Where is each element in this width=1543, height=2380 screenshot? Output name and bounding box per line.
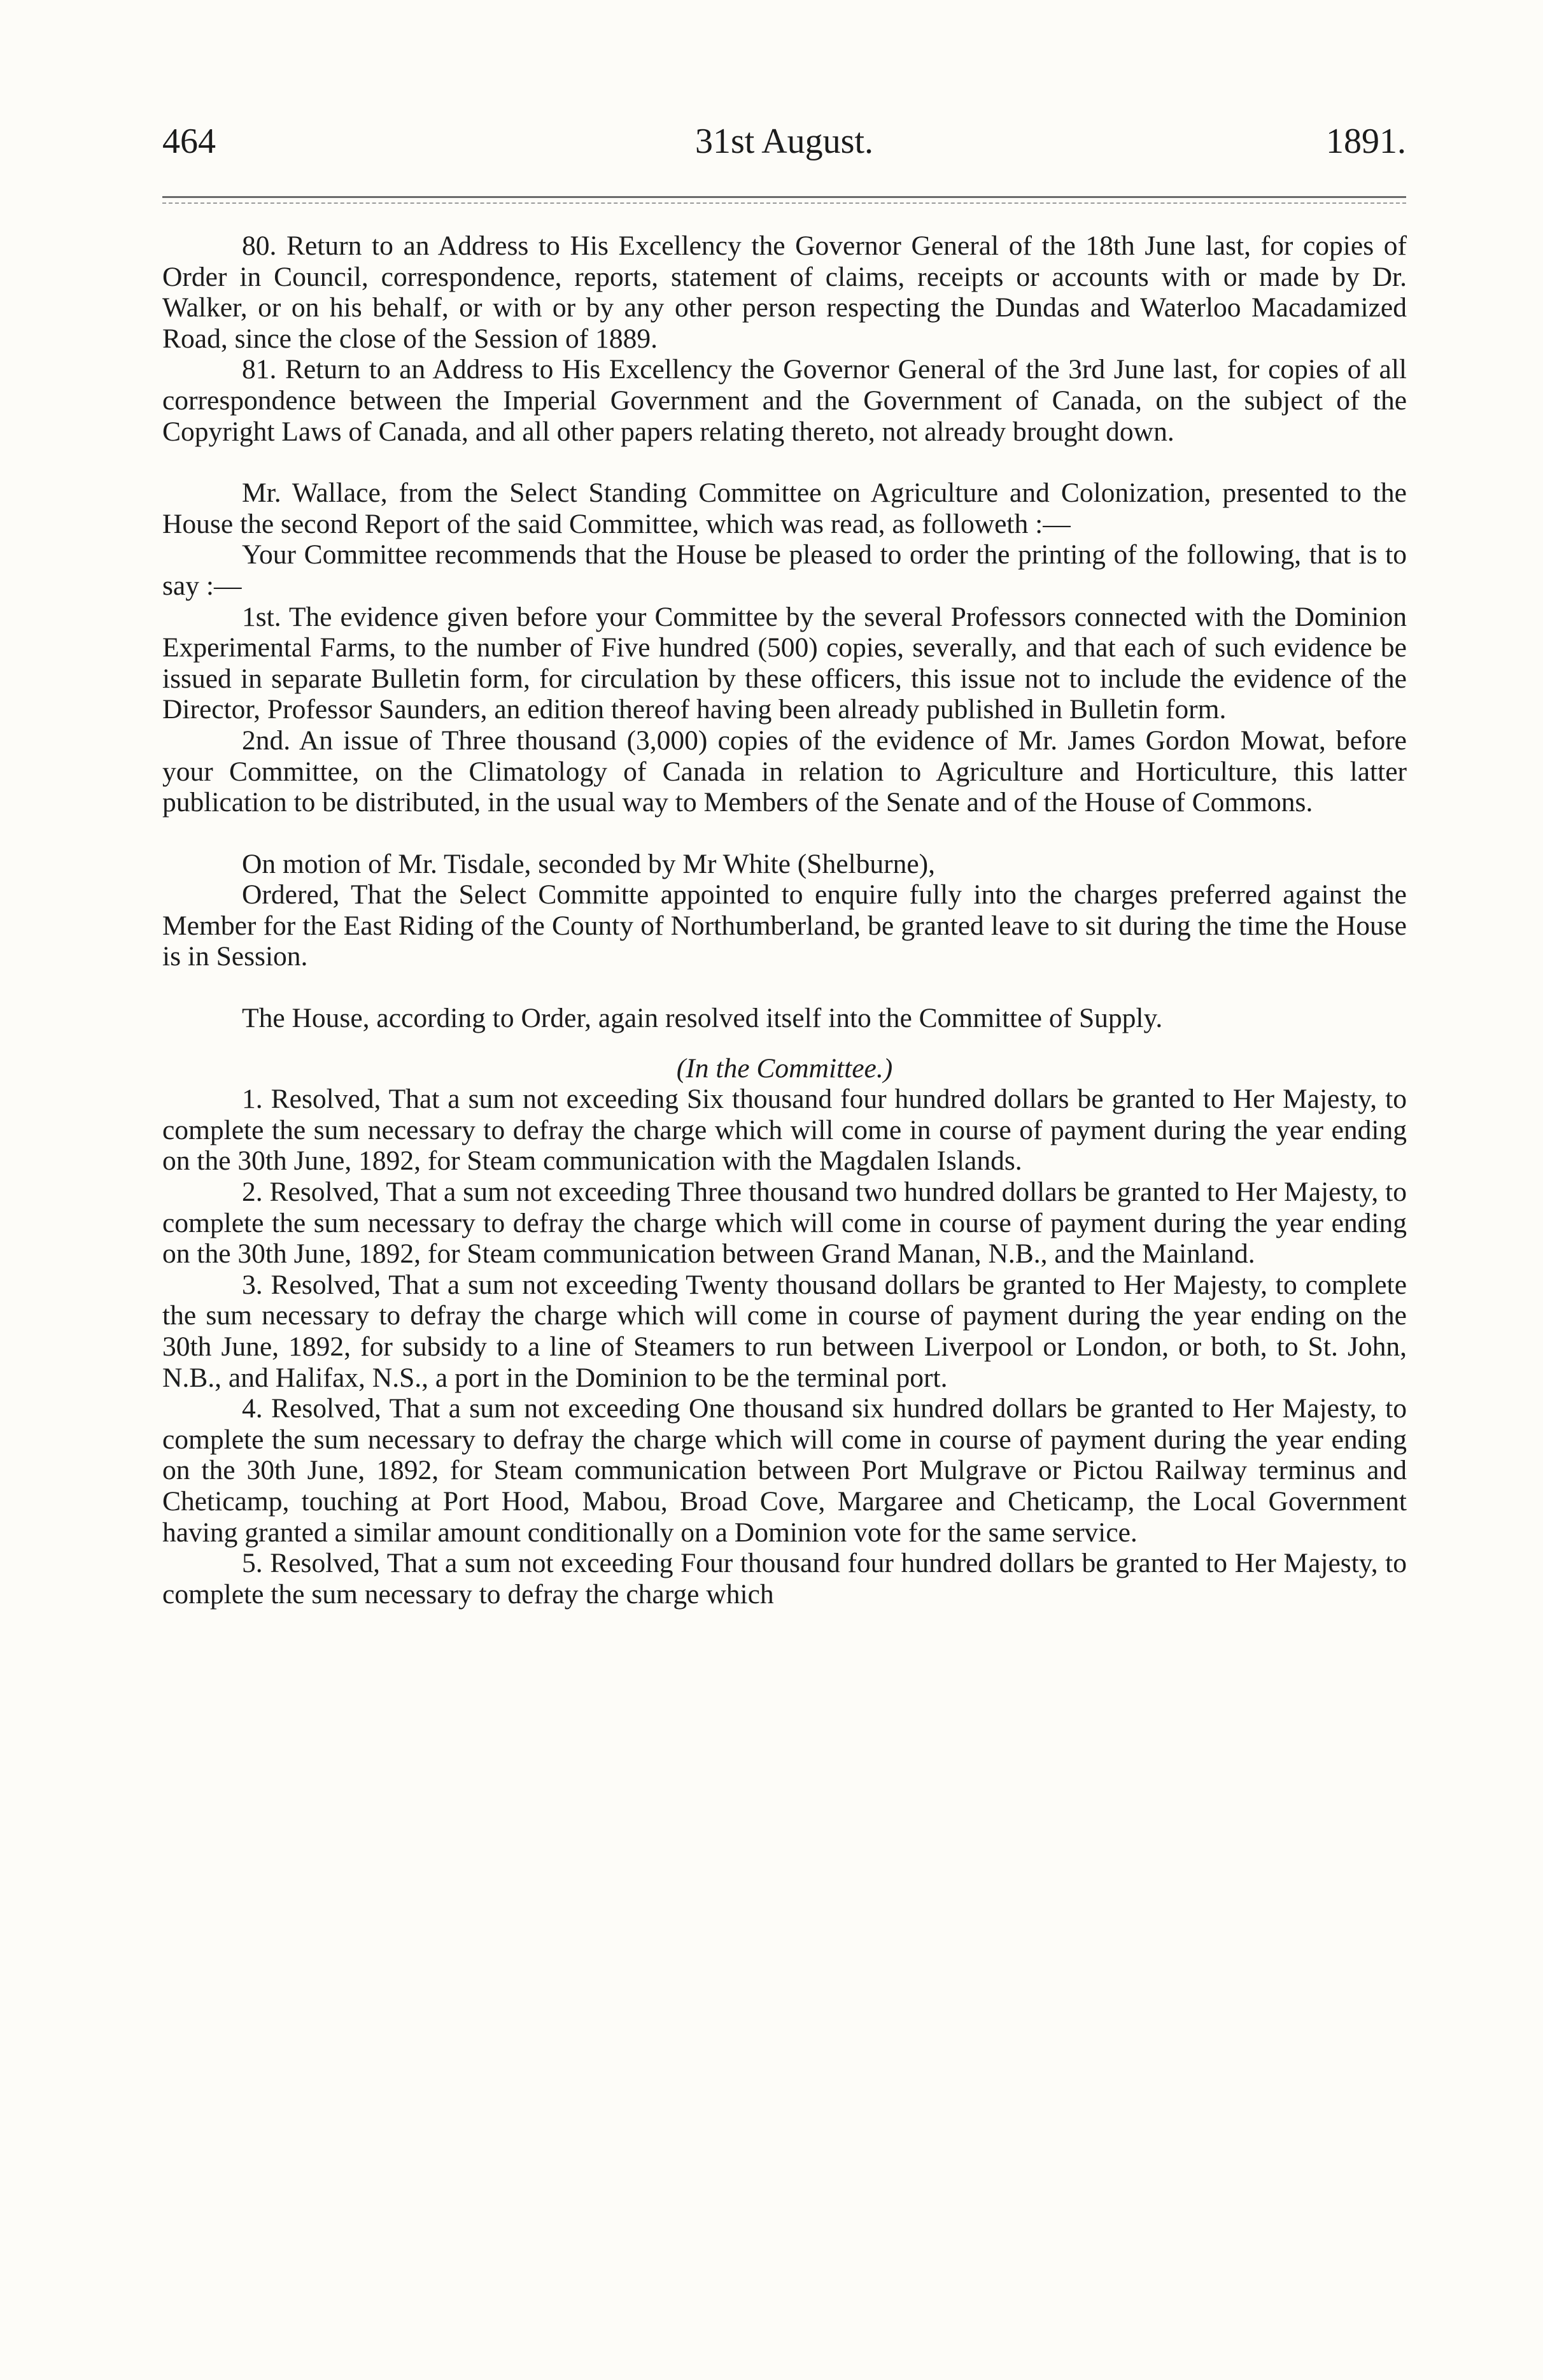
motion-intro: On motion of Mr. Tisdale, seconded by Mr White (Shelburne),: [242, 848, 936, 879]
committee-recommendation: Your Committee recommends that the House be pleased to order the printing of the following, that is to say :—: [162, 539, 1407, 601]
report-item-first: 1st. The evidence given before your Committee by the several Professors connected with the Dominion Experimental Farms, to the number of Five hundred (500) copies, severally, and that each of such evidence be issued in separate Bulletin form, for circulation by these officers, this issue not to include the evidence of the Director, Professor Saunders, an edition thereof having been already published in Bulletin form.: [162, 601, 1407, 725]
header-rule-dashed: [162, 202, 1406, 204]
page-number: 464: [162, 122, 216, 161]
page-date: 31st August.: [694, 122, 874, 161]
return-80: 80. Return to an Address to His Excellency the Governor General of the 18th June last, for copies of Order in Council, correspondence, reports, statement of claims, receipts or accounts with or made by Dr. Walker, or on his behalf, or with or by any other person respecting the Dundas and Waterloo Macadamized Road, since the close of the Session of 1889.: [162, 230, 1407, 354]
return-81: 81. Return to an Address to His Excellency the Governor General of the 3rd June last, for copies of all correspondence between the Imperial Government and the Government of Canada, on the subject of the Copyright Laws of Canada, and all other papers relating thereto, not already brought down.: [162, 354, 1407, 447]
report-item-second: 2nd. An issue of Three thousand (3,000) copies of the evidence of Mr. James Gordon Mowat, before your Committee, on the Climatology of Canada in relation to Agriculture and Horticulture, this latter publication to be distributed, in the usual way to Members of the Senate and of the House of Commons.: [162, 725, 1407, 818]
resolution-2: 2. Resolved, That a sum not exceeding Three thousand two hundred dollars be granted to Her Majesty, to complete the sum necessary to defray the charge which will come in course of payment during the year ending on the 30th June, 1892, for Steam communication between Grand Manan, N.B., and the Mainland.: [162, 1177, 1407, 1270]
motion-ordered: Ordered, That the Select Committe appointed to enquire fully into the charges preferred against the Member for the East Riding of the County of Northumberland, be granted leave to sit during the time the House is in Session.: [162, 879, 1407, 972]
committee-report-intro: Mr. Wallace, from the Select Standing Committee on Agriculture and Colonization, presented to the House the second Report of the said Committee, which was read, as followeth :—: [162, 478, 1407, 539]
resolution-4: 4. Resolved, That a sum not exceeding One thousand six hundred dollars be granted to Her Majesty, to complete the sum necessary to defray the charge which will come in course of payment during the year ending on the 30th June, 1892, for Steam communication between Port Mulgrave or Pictou Railway terminus and Cheticamp, touching at Port Hood, Mabou, Broad Cove, Margaree and Cheticamp, the Local Government having granted a similar amount conditionally on a Dominion vote for the same service.: [162, 1393, 1407, 1548]
resolution-5: 5. Resolved, That a sum not exceeding Four thousand four hundred dollars be granted to Her Majesty, to complete the sum necessary to defray the charge which: [162, 1548, 1407, 1610]
resolution-1: 1. Resolved, That a sum not exceeding Six thousand four hundred dollars be granted to Her Majesty, to complete the sum necessary to defray the charge which will come in course of payment during the year ending on the 30th June, 1892, for Steam communication with the Magdalen Islands.: [162, 1084, 1407, 1177]
supply-intro: The House, according to Order, again resolved itself into the Committee of Supply.: [242, 1003, 1163, 1034]
page-year: 1891.: [1326, 122, 1406, 161]
page-body: [162, 230, 1407, 1610]
page-header: [162, 121, 1406, 178]
in-committee-heading: (In the Committee.): [676, 1052, 893, 1084]
header-rule: [162, 196, 1406, 198]
resolution-3: 3. Resolved, That a sum not exceeding Twenty thousand dollars be granted to Her Majesty, to complete the sum necessary to defray the charge which will come in course of payment during the year ending on the 30th June, 1892, for subsidy to a line of Steamers to run between Liverpool or London, or both, to St. John, N.B., and Halifax, N.S., a port in the Dominion to be the terminal port.: [162, 1269, 1407, 1393]
